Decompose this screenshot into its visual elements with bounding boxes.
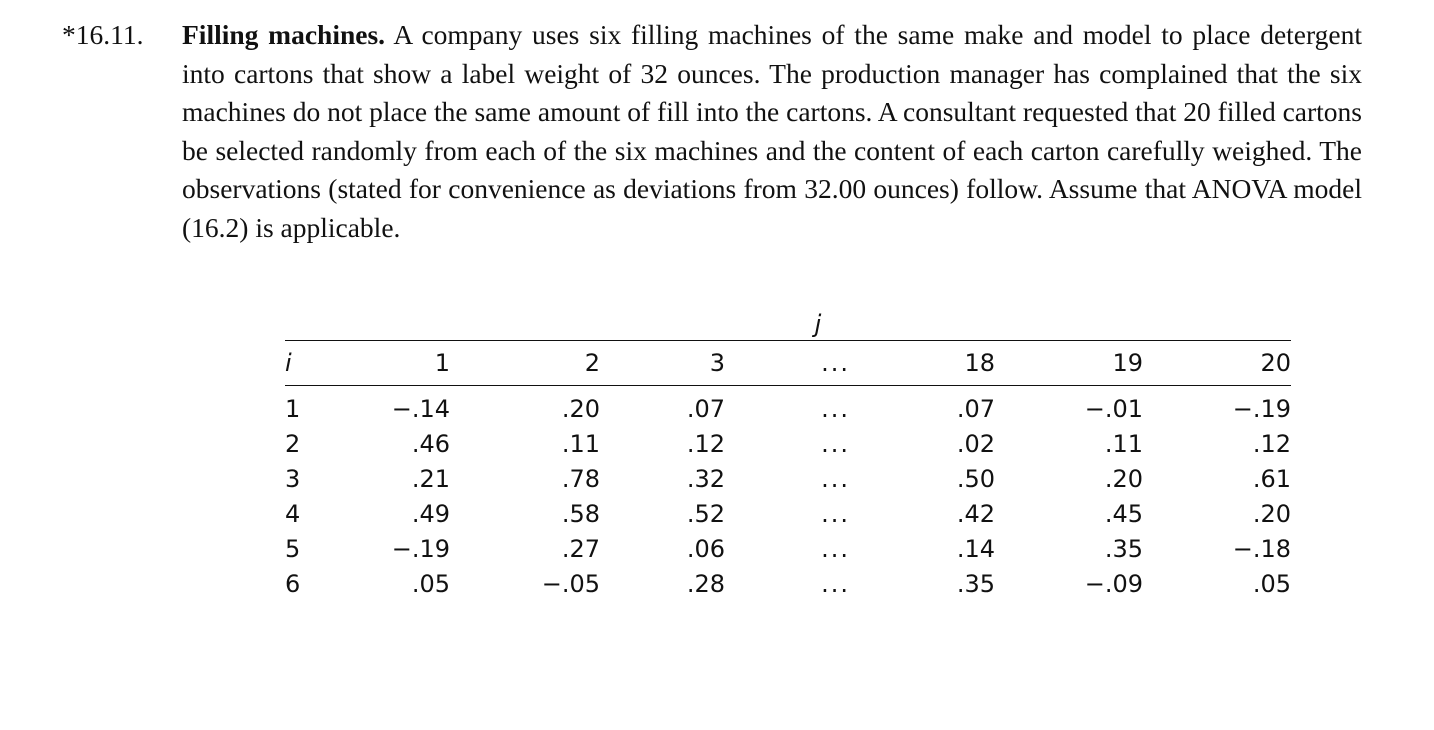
group-label-j: j [345,300,1291,341]
table-cell: .78 [561,465,600,493]
table-cell: .20 [561,395,600,423]
col-header-ellipsis: ... [725,341,850,386]
col-header: 2 [450,341,600,386]
observations-table [285,300,1291,602]
table-cell: .02 [956,430,995,458]
table-cell: .05 [411,570,450,598]
col-header: 20 [1143,341,1291,386]
table-cell: −.19 [1232,395,1291,423]
table-row [285,427,1291,462]
row-label: 3 [285,465,301,493]
col-header: 3 [600,341,725,386]
table-cell: .12 [686,430,725,458]
table-cell: .27 [561,535,600,563]
table-row [285,497,1291,532]
problem-body [182,16,1362,248]
table-cell: −.01 [1084,395,1143,423]
row-label-header: i [285,341,345,386]
table-cell: −.14 [391,395,450,423]
table-row [285,462,1291,497]
table-cell: .05 [1252,570,1291,598]
table-cell: .21 [411,465,450,493]
group-header-row [285,300,1291,341]
table-cell: .35 [956,570,995,598]
table-cell: −.05 [541,570,600,598]
table-cell: −.18 [1232,535,1291,563]
row-label: 5 [285,535,301,563]
col-header: 18 [850,341,995,386]
table-cell: .06 [686,535,725,563]
col-header: 1 [345,341,450,386]
row-label: 1 [285,395,301,423]
problem-text: A company uses six filling machines of the same make and model to place detergent into cartons that show a label weight of 32 ounces. The production manager has complained that the six machines do not place the same amount of fill into the cartons. A consultant requested that 20 filled cartons be selected randomly from each of the six machines and the content of each carton carefully weighed. The observations (stated for convenience as deviations from 32.00 ounces) follow. Assume that ANOVA model (16.2) is applicable. [182,19,1363,243]
table-cell: .28 [686,570,725,598]
table-cell: .45 [1104,500,1143,528]
problem-block [62,16,1362,248]
table-row [285,386,1291,428]
table-cell: .07 [686,395,725,423]
table-cell: .14 [956,535,995,563]
table-cell: −.09 [1084,570,1143,598]
table-cell: .12 [1252,430,1291,458]
table-cell: .20 [1252,500,1291,528]
table-cell: .42 [956,500,995,528]
table-cell: .11 [1104,430,1143,458]
row-label: 2 [285,430,301,458]
table-row [285,567,1291,602]
table-cell: .07 [956,395,995,423]
table-cell-ellipsis: ... [821,430,850,458]
table-cell: .52 [686,500,725,528]
table-cell: .50 [956,465,995,493]
table-cell-ellipsis: ... [821,535,850,563]
table-cell-ellipsis: ... [821,465,850,493]
table-cell: .46 [411,430,450,458]
row-label: 6 [285,570,301,598]
table-cell-ellipsis: ... [821,500,850,528]
column-header-row [285,341,1291,386]
problem-title: Filling machines. [182,19,386,50]
table-cell: .61 [1252,465,1291,493]
table-cell: .49 [411,500,450,528]
table-cell: .35 [1104,535,1143,563]
table-cell: .58 [561,500,600,528]
col-header: 19 [995,341,1143,386]
table-cell-ellipsis: ... [821,395,850,423]
table-cell: −.19 [391,535,450,563]
table-cell: .11 [561,430,600,458]
table-cell: .20 [1104,465,1143,493]
table-cell-ellipsis: ... [821,570,850,598]
table-row [285,532,1291,567]
problem-number: *16.11. [62,19,144,50]
table-cell: .32 [686,465,725,493]
row-label: 4 [285,500,301,528]
